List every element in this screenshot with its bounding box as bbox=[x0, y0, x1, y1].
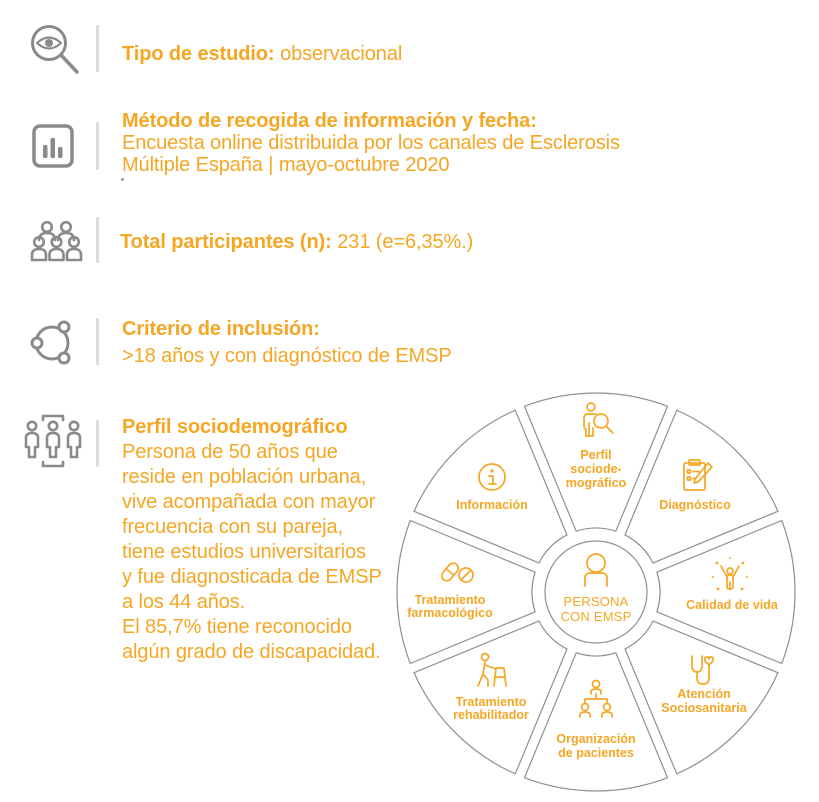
profile-line: tiene estudios universitarios bbox=[122, 541, 366, 563]
inclusion-criteria-value: >18 años y con diagnóstico de EMSP bbox=[122, 344, 452, 367]
profile-line: frecuencia con su pareja, bbox=[122, 516, 343, 538]
profile-line: El 85,7% tiene reconocido bbox=[122, 616, 352, 638]
row-separator bbox=[96, 25, 99, 72]
row-separator bbox=[96, 217, 99, 263]
segment-label: farmacológico bbox=[407, 606, 493, 620]
study-type-value: observacional bbox=[280, 43, 403, 65]
segment-label: Tratamiento bbox=[414, 593, 486, 607]
segment-label: sociode- bbox=[570, 462, 622, 476]
segment-label: Sociosanitaria bbox=[661, 701, 747, 715]
stray-dot bbox=[121, 178, 124, 181]
participants-value: 231 (e=6,35%.) bbox=[337, 231, 474, 253]
profile-line: Persona de 50 años que bbox=[122, 441, 338, 463]
profile-line: a los 44 años. bbox=[122, 591, 246, 613]
profile-line: vive acompañada con mayor bbox=[122, 491, 376, 513]
sociodemographic-profile-row bbox=[122, 415, 382, 665]
participants-row bbox=[120, 231, 473, 253]
bar-chart-box-icon bbox=[32, 124, 76, 168]
data-collection-row bbox=[122, 110, 620, 176]
hub-label: CON EMSP bbox=[560, 609, 632, 624]
profile-label: Perfil sociodemográfico bbox=[122, 416, 348, 438]
data-collection-line: Múltiple España | mayo-octubre 2020 bbox=[122, 154, 450, 176]
participants-label: Total participantes (n): bbox=[120, 231, 332, 253]
profile-line: y fue diagnosticada de EMSP bbox=[122, 566, 382, 588]
segment-label: Diagnóstico bbox=[659, 498, 731, 512]
data-collection-label: Método de recogida de información y fecha: bbox=[122, 110, 537, 132]
cycle-nodes-icon bbox=[30, 318, 76, 366]
data-collection-line: Encuesta online distribuida por los canales de Esclerosis bbox=[122, 132, 620, 154]
hub-label: PERSONA bbox=[563, 594, 629, 609]
inclusion-criteria-row bbox=[122, 316, 452, 369]
segment-label: Calidad de vida bbox=[686, 598, 778, 612]
persons-focus-icon bbox=[22, 413, 86, 469]
row-separator bbox=[96, 122, 99, 170]
inclusion-criteria-label: Criterio de inclusión: bbox=[122, 318, 320, 340]
profile-line: reside en población urbana, bbox=[122, 466, 367, 488]
row-separator bbox=[96, 318, 99, 365]
segment-label: Tratamiento bbox=[455, 695, 527, 709]
patient-wheel-diagram bbox=[396, 392, 796, 792]
people-group-icon bbox=[30, 220, 84, 264]
study-type-row bbox=[122, 43, 402, 65]
segment-label: Información bbox=[456, 498, 528, 512]
segment-label: mográfico bbox=[565, 476, 627, 490]
segment-label: Perfil bbox=[580, 448, 612, 462]
segment-label: Organización bbox=[556, 732, 636, 746]
hub-circle bbox=[545, 541, 647, 643]
profile-line: algún grado de discapacidad. bbox=[122, 641, 381, 663]
study-type-label: Tipo de estudio: bbox=[122, 43, 275, 65]
row-separator bbox=[96, 420, 99, 467]
segment-label: rehabilitador bbox=[453, 708, 529, 722]
segment-label: de pacientes bbox=[558, 746, 634, 760]
eye-magnifier-icon bbox=[28, 22, 82, 76]
segment-label: Atención bbox=[677, 687, 731, 701]
